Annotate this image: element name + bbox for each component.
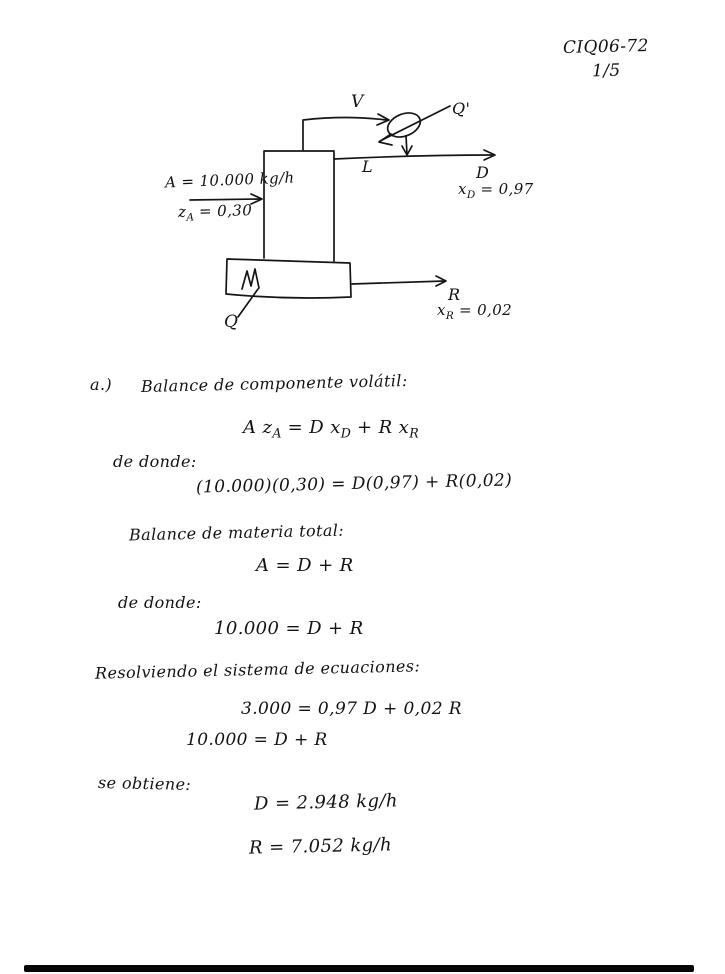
total-balance-equation: A = D + R — [256, 555, 354, 576]
from-which-text-2: de donde: — [118, 593, 202, 612]
feed-rate-label: A = 10.000 kg/h — [164, 168, 295, 192]
condenser-duty-label: Q' — [452, 99, 471, 118]
vapor-label: V — [351, 92, 364, 112]
heat-out-arrow — [380, 106, 450, 141]
total-balance-numeric: 10.000 = D + R — [214, 618, 364, 639]
distillate-line — [334, 155, 494, 159]
vapor-line — [303, 118, 387, 151]
document-ref: CIQ06-72 — [562, 36, 650, 58]
residue-composition-label: $x_R = 0,02$ — [437, 301, 513, 322]
part-label: a.) — [90, 375, 113, 394]
total-balance-title: Balance de materia total: — [128, 520, 345, 545]
reboiler-heat-arrow — [238, 289, 258, 317]
component-balance-title: Balance de componente volátil: — [140, 370, 408, 397]
result-residue: R = 7.052 kg/h — [248, 834, 393, 859]
solving-text: Resolviendo el sistema de ecuaciones: — [94, 656, 421, 683]
system-equation-2: 10.000 = D + R — [186, 730, 328, 750]
reboiler-duty-label: Q — [224, 312, 239, 332]
heat-out-arrowhead — [379, 134, 392, 145]
component-balance-numeric: (10.000)(0,30) = D(0,97) + R(0,02) — [195, 470, 513, 498]
column-outline — [264, 151, 334, 261]
result-text: se obtiene: — [97, 773, 192, 794]
residue-label: R — [448, 285, 461, 304]
feed-arrow — [190, 199, 261, 200]
feed-composition-label: $z_A = 0,30$ — [177, 201, 253, 224]
distillate-composition-label: $x_D = 0,97$ — [458, 180, 534, 201]
result-distillate: D = 2.948 kg/h — [253, 790, 399, 815]
residue-line — [352, 281, 445, 284]
condensate-line — [406, 136, 407, 154]
page-number: 1/5 — [591, 60, 621, 82]
reflux-label: L — [362, 157, 374, 176]
distillate-label: D — [476, 163, 490, 182]
system-equation-1: 3.000 = 0,97 D + 0,02 R — [241, 699, 462, 719]
component-balance-equation: A $z_A = D$ $x_D + R$ $x_R$ — [243, 417, 419, 441]
heating-coil — [242, 269, 259, 289]
scan-artifact-bar — [24, 965, 694, 972]
from-which-text-1: de donde: — [113, 452, 197, 471]
